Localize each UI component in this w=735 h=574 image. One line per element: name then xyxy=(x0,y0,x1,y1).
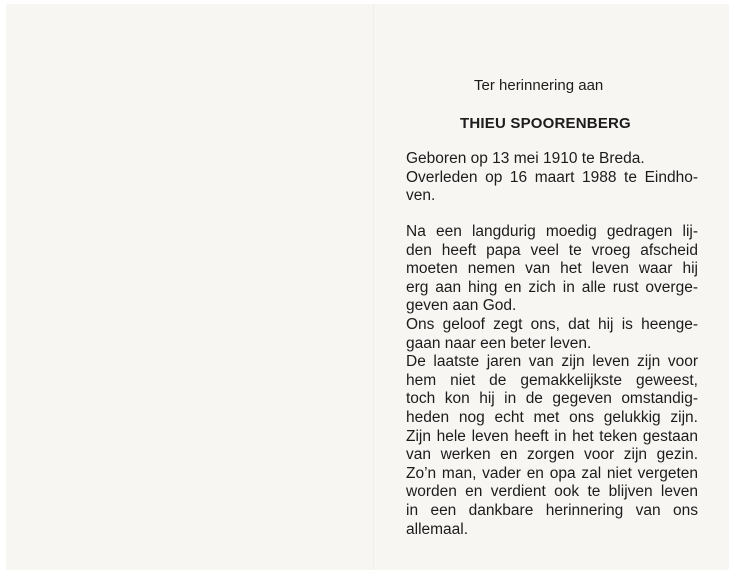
text-line: Zo’n man, vader en opa zal niet vergeten xyxy=(406,464,698,482)
dates-line: Overleden op 16 maart 1988 te Eindho- xyxy=(406,168,698,186)
memorial-card xyxy=(6,4,729,570)
text-line: in een dankbare herinnering van ons xyxy=(406,501,698,519)
text-line: den heeft papa veel te vroeg afscheid xyxy=(406,241,698,259)
text-line: allemaal. xyxy=(406,520,469,538)
text-line: heden nog echt met ons gelukkig zijn. xyxy=(406,408,698,426)
text-line: van werken en zorgen voor zijn gezin. xyxy=(406,446,698,464)
text-line: De laatste jaren van zijn leven zijn voor xyxy=(406,353,698,371)
text-line: hem niet de gemakkelijkste geweest, xyxy=(406,371,698,389)
dates-line: ven. xyxy=(406,187,436,205)
memorial-heading: Ter herinnering aan xyxy=(474,77,604,94)
text-line: geven aan God. xyxy=(406,297,517,315)
blank-left-page xyxy=(6,4,373,570)
text-line: erg aan hing en zich in alle rust overge- xyxy=(406,278,698,296)
text-line: Zijn hele leven heeft in het teken gestaan xyxy=(406,427,698,445)
memorial-text xyxy=(406,223,698,539)
text-line: moeten nemen van het leven waar hij xyxy=(406,260,698,278)
text-page xyxy=(374,4,729,570)
text-line: Na een langdurig moedig gedragen lij- xyxy=(406,223,698,240)
deceased-name: THIEU SPOORENBERG xyxy=(460,115,631,132)
text-line: toch kon hij in de gegeven omstandig- xyxy=(406,390,698,408)
text-line: worden en verdient ook te blijven leven xyxy=(406,483,698,501)
text-line: gaan naar een beter leven. xyxy=(406,334,592,352)
text-line: Ons geloof zegt ons, dat hij is heenge- xyxy=(406,315,698,333)
birth-death-dates xyxy=(406,150,698,206)
dates-line: Geboren op 13 mei 1910 te Breda. xyxy=(406,150,645,167)
